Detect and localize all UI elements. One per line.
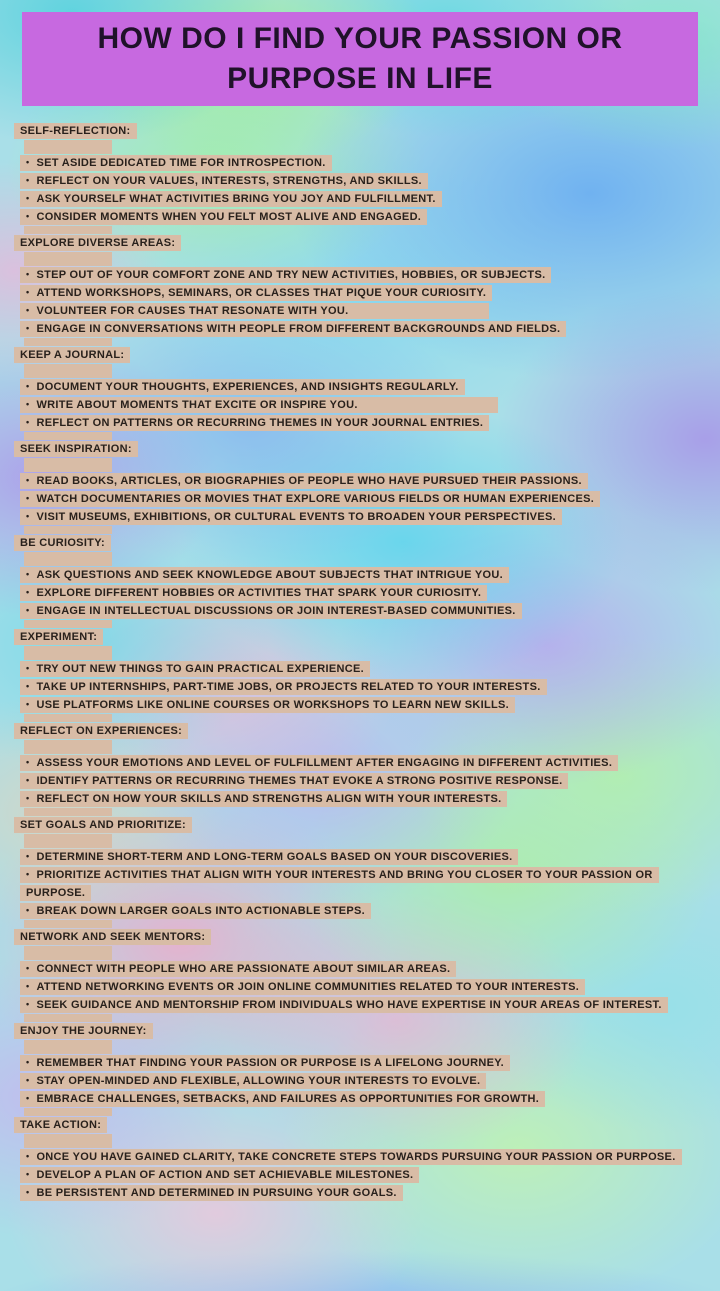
- section-heading: [14, 928, 714, 946]
- bullet-list: [14, 960, 714, 1014]
- bullet-item: [14, 584, 682, 602]
- bullet-text: • IDENTIFY PATTERNS OR RECURRING THEMES THAT EVOKE A STRONG POSITIVE RESPONSE.: [20, 773, 568, 789]
- bullet-text: • REMEMBER THAT FINDING YOUR PASSION OR PURPOSE IS A LIFELONG JOURNEY.: [20, 1055, 510, 1071]
- highlight-strip: [24, 1134, 112, 1148]
- title-banner: [22, 12, 698, 106]
- section-heading: [14, 816, 714, 834]
- highlight-strip: [24, 1108, 112, 1116]
- highlight-strip: [24, 364, 112, 378]
- highlight-strip: [24, 1040, 112, 1054]
- section-heading-text: SELF-REFLECTION:: [14, 123, 137, 139]
- bullet-item: [14, 414, 682, 432]
- bullet-item: [14, 472, 682, 490]
- bullet-item: [14, 208, 682, 226]
- bullet-item: [14, 172, 682, 190]
- bullet-text: • REFLECT ON YOUR VALUES, INTERESTS, STRENGTHS, AND SKILLS.: [20, 173, 428, 189]
- bullet-list: [14, 378, 714, 432]
- highlight-strip: [24, 338, 112, 346]
- section-heading-text: TAKE ACTION:: [14, 1117, 107, 1133]
- bullet-text: • ASSESS YOUR EMOTIONS AND LEVEL OF FULFILLMENT AFTER ENGAGING IN DIFFERENT ACTIVITIES.: [20, 755, 618, 771]
- section-heading-text: SET GOALS AND PRIORITIZE:: [14, 817, 192, 833]
- section-seek-inspiration: [14, 440, 714, 534]
- bullet-item: [14, 284, 682, 302]
- bullet-text: • VISIT MUSEUMS, EXHIBITIONS, OR CULTURAL EVENTS TO BROADEN YOUR PERSPECTIVES.: [20, 509, 562, 525]
- bullet-text: • ENGAGE IN INTELLECTUAL DISCUSSIONS OR JOIN INTEREST-BASED COMMUNITIES.: [20, 603, 522, 619]
- bullet-text: • SEEK GUIDANCE AND MENTORSHIP FROM INDIVIDUALS WHO HAVE EXPERTISE IN YOUR AREAS OF INTEREST.: [20, 997, 668, 1013]
- bullet-item: [14, 490, 682, 508]
- highlight-strip: [24, 740, 112, 754]
- bullet-item: [14, 1184, 682, 1202]
- bullet-text: • ATTEND NETWORKING EVENTS OR JOIN ONLINE COMMUNITIES RELATED TO YOUR INTERESTS.: [20, 979, 585, 995]
- bullet-text: • WATCH DOCUMENTARIES OR MOVIES THAT EXPLORE VARIOUS FIELDS OR HUMAN EXPERIENCES.: [20, 491, 600, 507]
- bullet-list: [14, 266, 714, 338]
- bullet-text: • ASK QUESTIONS AND SEEK KNOWLEDGE ABOUT SUBJECTS THAT INTRIGUE YOU.: [20, 567, 509, 583]
- section-heading-text: NETWORK AND SEEK MENTORS:: [14, 929, 211, 945]
- highlight-strip: [24, 226, 112, 234]
- bullet-item: [14, 1072, 682, 1090]
- bullet-text: • ATTEND WORKSHOPS, SEMINARS, OR CLASSES THAT PIQUE YOUR CURIOSITY.: [20, 285, 492, 301]
- bullet-item: [14, 302, 682, 320]
- bullet-text: • WRITE ABOUT MOMENTS THAT EXCITE OR INSPIRE YOU.: [20, 397, 498, 413]
- highlight-strip: [24, 526, 112, 534]
- bullet-list: [14, 848, 714, 920]
- highlight-strip: [24, 552, 112, 566]
- section-heading: [14, 628, 714, 646]
- bullet-text: • REFLECT ON PATTERNS OR RECURRING THEMES IN YOUR JOURNAL ENTRIES.: [20, 415, 489, 431]
- bullet-item: [14, 154, 682, 172]
- bullet-item: [14, 790, 682, 808]
- bullet-list: [14, 660, 714, 714]
- bullet-text: • EMBRACE CHALLENGES, SETBACKS, AND FAILURES AS OPPORTUNITIES FOR GROWTH.: [20, 1091, 545, 1107]
- section-heading: [14, 234, 714, 252]
- bullet-text: • ONCE YOU HAVE GAINED CLARITY, TAKE CONCRETE STEPS TOWARDS PURSUING YOUR PASSION OR PURPOSE.: [20, 1149, 682, 1165]
- section-experiment: [14, 628, 714, 722]
- section-keep-a-journal: [14, 346, 714, 440]
- bullet-item: [14, 378, 682, 396]
- bullet-item: [14, 508, 682, 526]
- bullet-item: [14, 678, 682, 696]
- bullet-item: [14, 1166, 682, 1184]
- section-reflect-on-experiences: [14, 722, 714, 816]
- bullet-item: [14, 602, 682, 620]
- highlight-strip: [24, 1014, 112, 1022]
- bullet-item: [14, 696, 682, 714]
- bullet-text: • ENGAGE IN CONVERSATIONS WITH PEOPLE FROM DIFFERENT BACKGROUNDS AND FIELDS.: [20, 321, 566, 337]
- highlight-strip: [24, 834, 112, 848]
- section-heading: [14, 1116, 714, 1134]
- highlight-strip: [24, 808, 112, 816]
- highlight-strip: [24, 432, 112, 440]
- highlight-strip: [24, 458, 112, 472]
- section-heading-text: REFLECT ON EXPERIENCES:: [14, 723, 188, 739]
- bullet-item: [14, 320, 682, 338]
- section-set-goals-and-prioritize: [14, 816, 714, 928]
- section-heading: [14, 1022, 714, 1040]
- section-take-action: [14, 1116, 714, 1202]
- section-heading-text: KEEP A JOURNAL:: [14, 347, 130, 363]
- section-heading: [14, 122, 714, 140]
- bullet-text: • SET ASIDE DEDICATED TIME FOR INTROSPECTION.: [20, 155, 332, 171]
- section-heading: [14, 722, 714, 740]
- poster-title: HOW DO I FIND YOUR PASSION OR PURPOSE IN LIFE: [97, 22, 623, 95]
- bullet-item: [14, 566, 682, 584]
- bullet-item: [14, 1054, 682, 1072]
- section-heading-text: EXPLORE DIVERSE AREAS:: [14, 235, 181, 251]
- bullet-text: • EXPLORE DIFFERENT HOBBIES OR ACTIVITIES THAT SPARK YOUR CURIOSITY.: [20, 585, 487, 601]
- bullet-text: • TAKE UP INTERNSHIPS, PART-TIME JOBS, OR PROJECTS RELATED TO YOUR INTERESTS.: [20, 679, 547, 695]
- section-heading: [14, 440, 714, 458]
- bullet-text: • READ BOOKS, ARTICLES, OR BIOGRAPHIES OF PEOPLE WHO HAVE PURSUED THEIR PASSIONS.: [20, 473, 588, 489]
- highlight-strip: [24, 920, 112, 928]
- bullet-item: [14, 1148, 682, 1166]
- section-be-curiosity: [14, 534, 714, 628]
- bullet-item: [14, 866, 682, 902]
- bullet-item: [14, 754, 682, 772]
- bullet-text: • CONNECT WITH PEOPLE WHO ARE PASSIONATE ABOUT SIMILAR AREAS.: [20, 961, 456, 977]
- bullet-list: [14, 472, 714, 526]
- bullet-text: • REFLECT ON HOW YOUR SKILLS AND STRENGTHS ALIGN WITH YOUR INTERESTS.: [20, 791, 507, 807]
- bullet-item: [14, 772, 682, 790]
- bullet-text: • STAY OPEN-MINDED AND FLEXIBLE, ALLOWING YOUR INTERESTS TO EVOLVE.: [20, 1073, 486, 1089]
- bullet-text: • DETERMINE SHORT-TERM AND LONG-TERM GOALS BASED ON YOUR DISCOVERIES.: [20, 849, 518, 865]
- section-heading-text: EXPERIMENT:: [14, 629, 103, 645]
- bullet-list: [14, 1148, 714, 1202]
- bullet-text: • TRY OUT NEW THINGS TO GAIN PRACTICAL EXPERIENCE.: [20, 661, 370, 677]
- section-enjoy-the-journey: [14, 1022, 714, 1116]
- bullet-text: • VOLUNTEER FOR CAUSES THAT RESONATE WITH YOU.: [20, 303, 489, 319]
- bullet-text: • ASK YOURSELF WHAT ACTIVITIES BRING YOU JOY AND FULFILLMENT.: [20, 191, 442, 207]
- bullet-item: [14, 848, 682, 866]
- bullet-item: [14, 266, 682, 284]
- bullet-item: [14, 190, 682, 208]
- bullet-text: • DEVELOP A PLAN OF ACTION AND SET ACHIEVABLE MILESTONES.: [20, 1167, 419, 1183]
- section-heading: [14, 346, 714, 364]
- highlight-strip: [24, 620, 112, 628]
- bullet-item: [14, 1090, 682, 1108]
- bullet-list: [14, 154, 714, 226]
- bullet-item: [14, 902, 682, 920]
- bullet-item: [14, 996, 682, 1014]
- bullet-text: • USE PLATFORMS LIKE ONLINE COURSES OR WORKSHOPS TO LEARN NEW SKILLS.: [20, 697, 515, 713]
- bullet-list: [14, 1054, 714, 1108]
- bullet-item: [14, 660, 682, 678]
- bullet-text: • STEP OUT OF YOUR COMFORT ZONE AND TRY NEW ACTIVITIES, HOBBIES, OR SUBJECTS.: [20, 267, 551, 283]
- highlight-strip: [24, 646, 112, 660]
- bullet-item: [14, 396, 682, 414]
- highlight-strip: [24, 714, 112, 722]
- bullet-list: [14, 754, 714, 808]
- bullet-text: • BE PERSISTENT AND DETERMINED IN PURSUING YOUR GOALS.: [20, 1185, 403, 1201]
- section-explore-diverse-areas: [14, 234, 714, 346]
- bullet-text: • PRIORITIZE ACTIVITIES THAT ALIGN WITH YOUR INTERESTS AND BRING YOU CLOSER TO YOUR PASSION OR PURPOSE.: [20, 867, 659, 901]
- highlight-strip: [24, 946, 112, 960]
- bullet-item: [14, 960, 682, 978]
- bullet-text: • CONSIDER MOMENTS WHEN YOU FELT MOST ALIVE AND ENGAGED.: [20, 209, 427, 225]
- section-self-reflection: [14, 122, 714, 234]
- section-heading: [14, 534, 714, 552]
- bullet-text: • BREAK DOWN LARGER GOALS INTO ACTIONABLE STEPS.: [20, 903, 371, 919]
- bullet-item: [14, 978, 682, 996]
- bullet-list: [14, 566, 714, 620]
- section-heading-text: BE CURIOSITY:: [14, 535, 111, 551]
- highlight-strip: [24, 140, 112, 154]
- section-network-and-seek-mentors: [14, 928, 714, 1022]
- section-heading-text: SEEK INSPIRATION:: [14, 441, 138, 457]
- section-heading-text: ENJOY THE JOURNEY:: [14, 1023, 153, 1039]
- highlight-strip: [24, 252, 112, 266]
- bullet-text: • DOCUMENT YOUR THOUGHTS, EXPERIENCES, AND INSIGHTS REGULARLY.: [20, 379, 465, 395]
